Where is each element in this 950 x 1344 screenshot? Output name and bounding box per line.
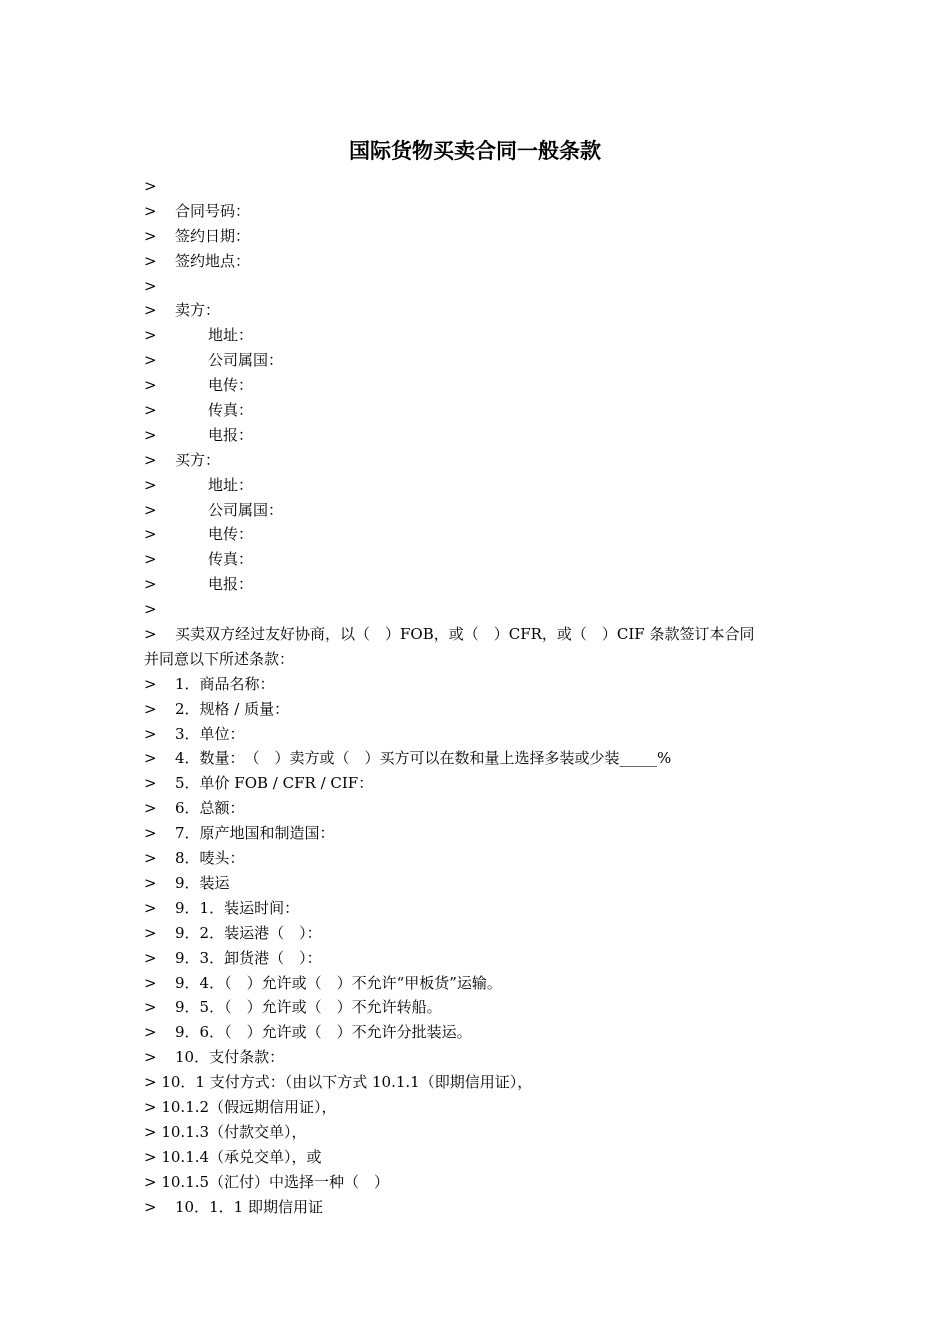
clause-shipment: 9．装运 [175,873,230,892]
quote-marker: > [144,774,157,793]
buyer-heading: 买方： [175,450,221,469]
text-line [144,1095,824,1120]
clause-specification: 2．规格 / 质量： [175,699,290,718]
quote-marker: > [144,600,157,619]
text-line [144,1120,824,1145]
payment-option-text: > 10.1.2（假远期信用证）， [144,1097,337,1116]
text-line [144,821,824,846]
text-line [144,1170,824,1195]
text-line [144,174,824,199]
clause-shipment-time: 9．1．装运时间： [175,898,300,917]
quote-marker: > [144,1197,157,1216]
text-line [144,622,824,647]
text-line [144,498,824,523]
clause-quantity: 4．数量： （ ）卖方或（ ）买方可以在数和量上选择多装或少装_____% [175,749,672,768]
text-line [144,522,824,547]
text-line [144,1145,824,1170]
quote-marker: > [144,724,157,743]
quote-marker: > [144,898,157,917]
quote-marker: > [144,799,157,818]
quote-marker: > [144,674,157,693]
text-line [144,597,824,622]
text-line [144,846,824,871]
buyer-address-label: 地址： [208,475,254,494]
document-title: 国际货物买卖合同一般条款 [349,138,601,163]
seller-fax-label: 传真： [208,401,254,420]
signing-place-label: 签约地点： [175,251,251,270]
text-line [144,398,824,423]
clause-sight-lc: 10．1．1 即期信用证 [175,1197,323,1216]
payment-option-text: > 10.1.5（汇付）中选择一种（ ） [144,1172,390,1191]
quote-marker: > [144,376,157,395]
clause-partial-shipment: 9．6．（ ）允许或（ ）不允许分批装运。 [175,1023,472,1042]
text-line [144,448,824,473]
text-line [144,771,824,796]
clause-origin: 7．原产地国和制造国： [175,824,335,843]
text-line [144,572,824,597]
text-line [144,921,824,946]
text-line [144,971,824,996]
text-line [144,672,824,697]
quote-marker: > [144,1048,157,1067]
payment-option-text: > 10.1.4（承兑交单），或 [144,1147,322,1166]
clause-payment: 10．支付条款： [175,1048,285,1067]
clause-unit-price: 5．单价 FOB / CFR / CIF： [175,774,374,793]
quote-marker: > [144,998,157,1017]
quote-marker: > [144,948,157,967]
text-line [144,995,824,1020]
text-line [144,323,824,348]
text-line [144,1045,824,1070]
text-line [144,896,824,921]
quote-marker: > [144,500,157,519]
clause-total: 6．总额： [175,799,245,818]
signing-date-label: 签约日期： [175,226,251,245]
seller-country-label: 公司属国： [208,351,284,370]
payment-option-text: > 10.1.3（付款交单）， [144,1122,307,1141]
clause-commodity: 1．商品名称： [175,674,275,693]
clause-discharge-port: 9．3．卸货港（ ）： [175,948,322,967]
quote-marker: > [144,1023,157,1042]
quote-marker: > [144,425,157,444]
clause-transshipment: 9．5．（ ）允许或（ ）不允许转船。 [175,998,442,1017]
quote-marker: > [144,873,157,892]
text-line [144,1020,824,1045]
quote-marker: > [144,351,157,370]
seller-address-label: 地址： [208,326,254,345]
text-line [144,547,824,572]
quote-marker: > [144,973,157,992]
text-line [144,796,824,821]
quote-marker: > [144,450,157,469]
quote-marker: > [144,475,157,494]
quote-marker: > [144,177,157,195]
quote-marker: > [144,326,157,345]
preamble-text: 买卖双方经过友好协商，以（ ）FOB，或（ ）CFR，或（ ）CIF 条款签订本合同 [175,625,755,644]
quote-marker: > [144,625,157,644]
quote-marker: > [144,699,157,718]
clause-unit: 3．单位： [175,724,245,743]
text-line [144,423,824,448]
text-line [144,274,824,299]
seller-cable-label: 电报： [208,425,254,444]
quote-marker: > [144,201,157,220]
text-line [144,473,824,498]
buyer-cable-label: 电报： [208,575,254,594]
buyer-fax-label: 传真： [208,550,254,569]
quote-marker: > [144,749,157,768]
buyer-country-label: 公司属国： [208,500,284,519]
payment-method-text: > 10．1 支付方式：（由以下方式 10.1.1（即期信用证）， [144,1073,533,1092]
text-line [144,298,824,323]
text-line [144,249,824,274]
quote-marker: > [144,251,157,270]
document-body [144,174,824,1219]
quote-marker: > [144,301,157,320]
text-line [144,647,824,672]
seller-heading: 卖方： [175,301,221,320]
quote-marker: > [144,550,157,569]
quote-marker: > [144,226,157,245]
text-line [144,697,824,722]
quote-marker: > [144,849,157,868]
text-line [144,1070,824,1095]
preamble-continuation: 并同意以下所述条款： [144,649,295,668]
contract-number-label: 合同号码： [175,201,251,220]
clause-loading-port: 9．2．装运港（ ）： [175,923,322,942]
quote-marker: > [144,824,157,843]
buyer-telex-label: 电传： [208,525,254,544]
quote-marker: > [144,276,157,295]
quote-marker: > [144,575,157,594]
text-line [144,224,824,249]
quote-marker: > [144,525,157,544]
seller-telex-label: 电传： [208,376,254,395]
clause-deck-cargo: 9．4．（ ）允许或（ ）不允许“甲板货”运输。 [175,973,502,992]
text-line [144,746,824,771]
text-line [144,722,824,747]
text-line [144,946,824,971]
clause-marks: 8．唛头： [175,849,245,868]
quote-marker: > [144,923,157,942]
text-line [144,373,824,398]
text-line [144,1195,824,1220]
text-line [144,871,824,896]
text-line [144,348,824,373]
quote-marker: > [144,401,157,420]
text-line [144,199,824,224]
